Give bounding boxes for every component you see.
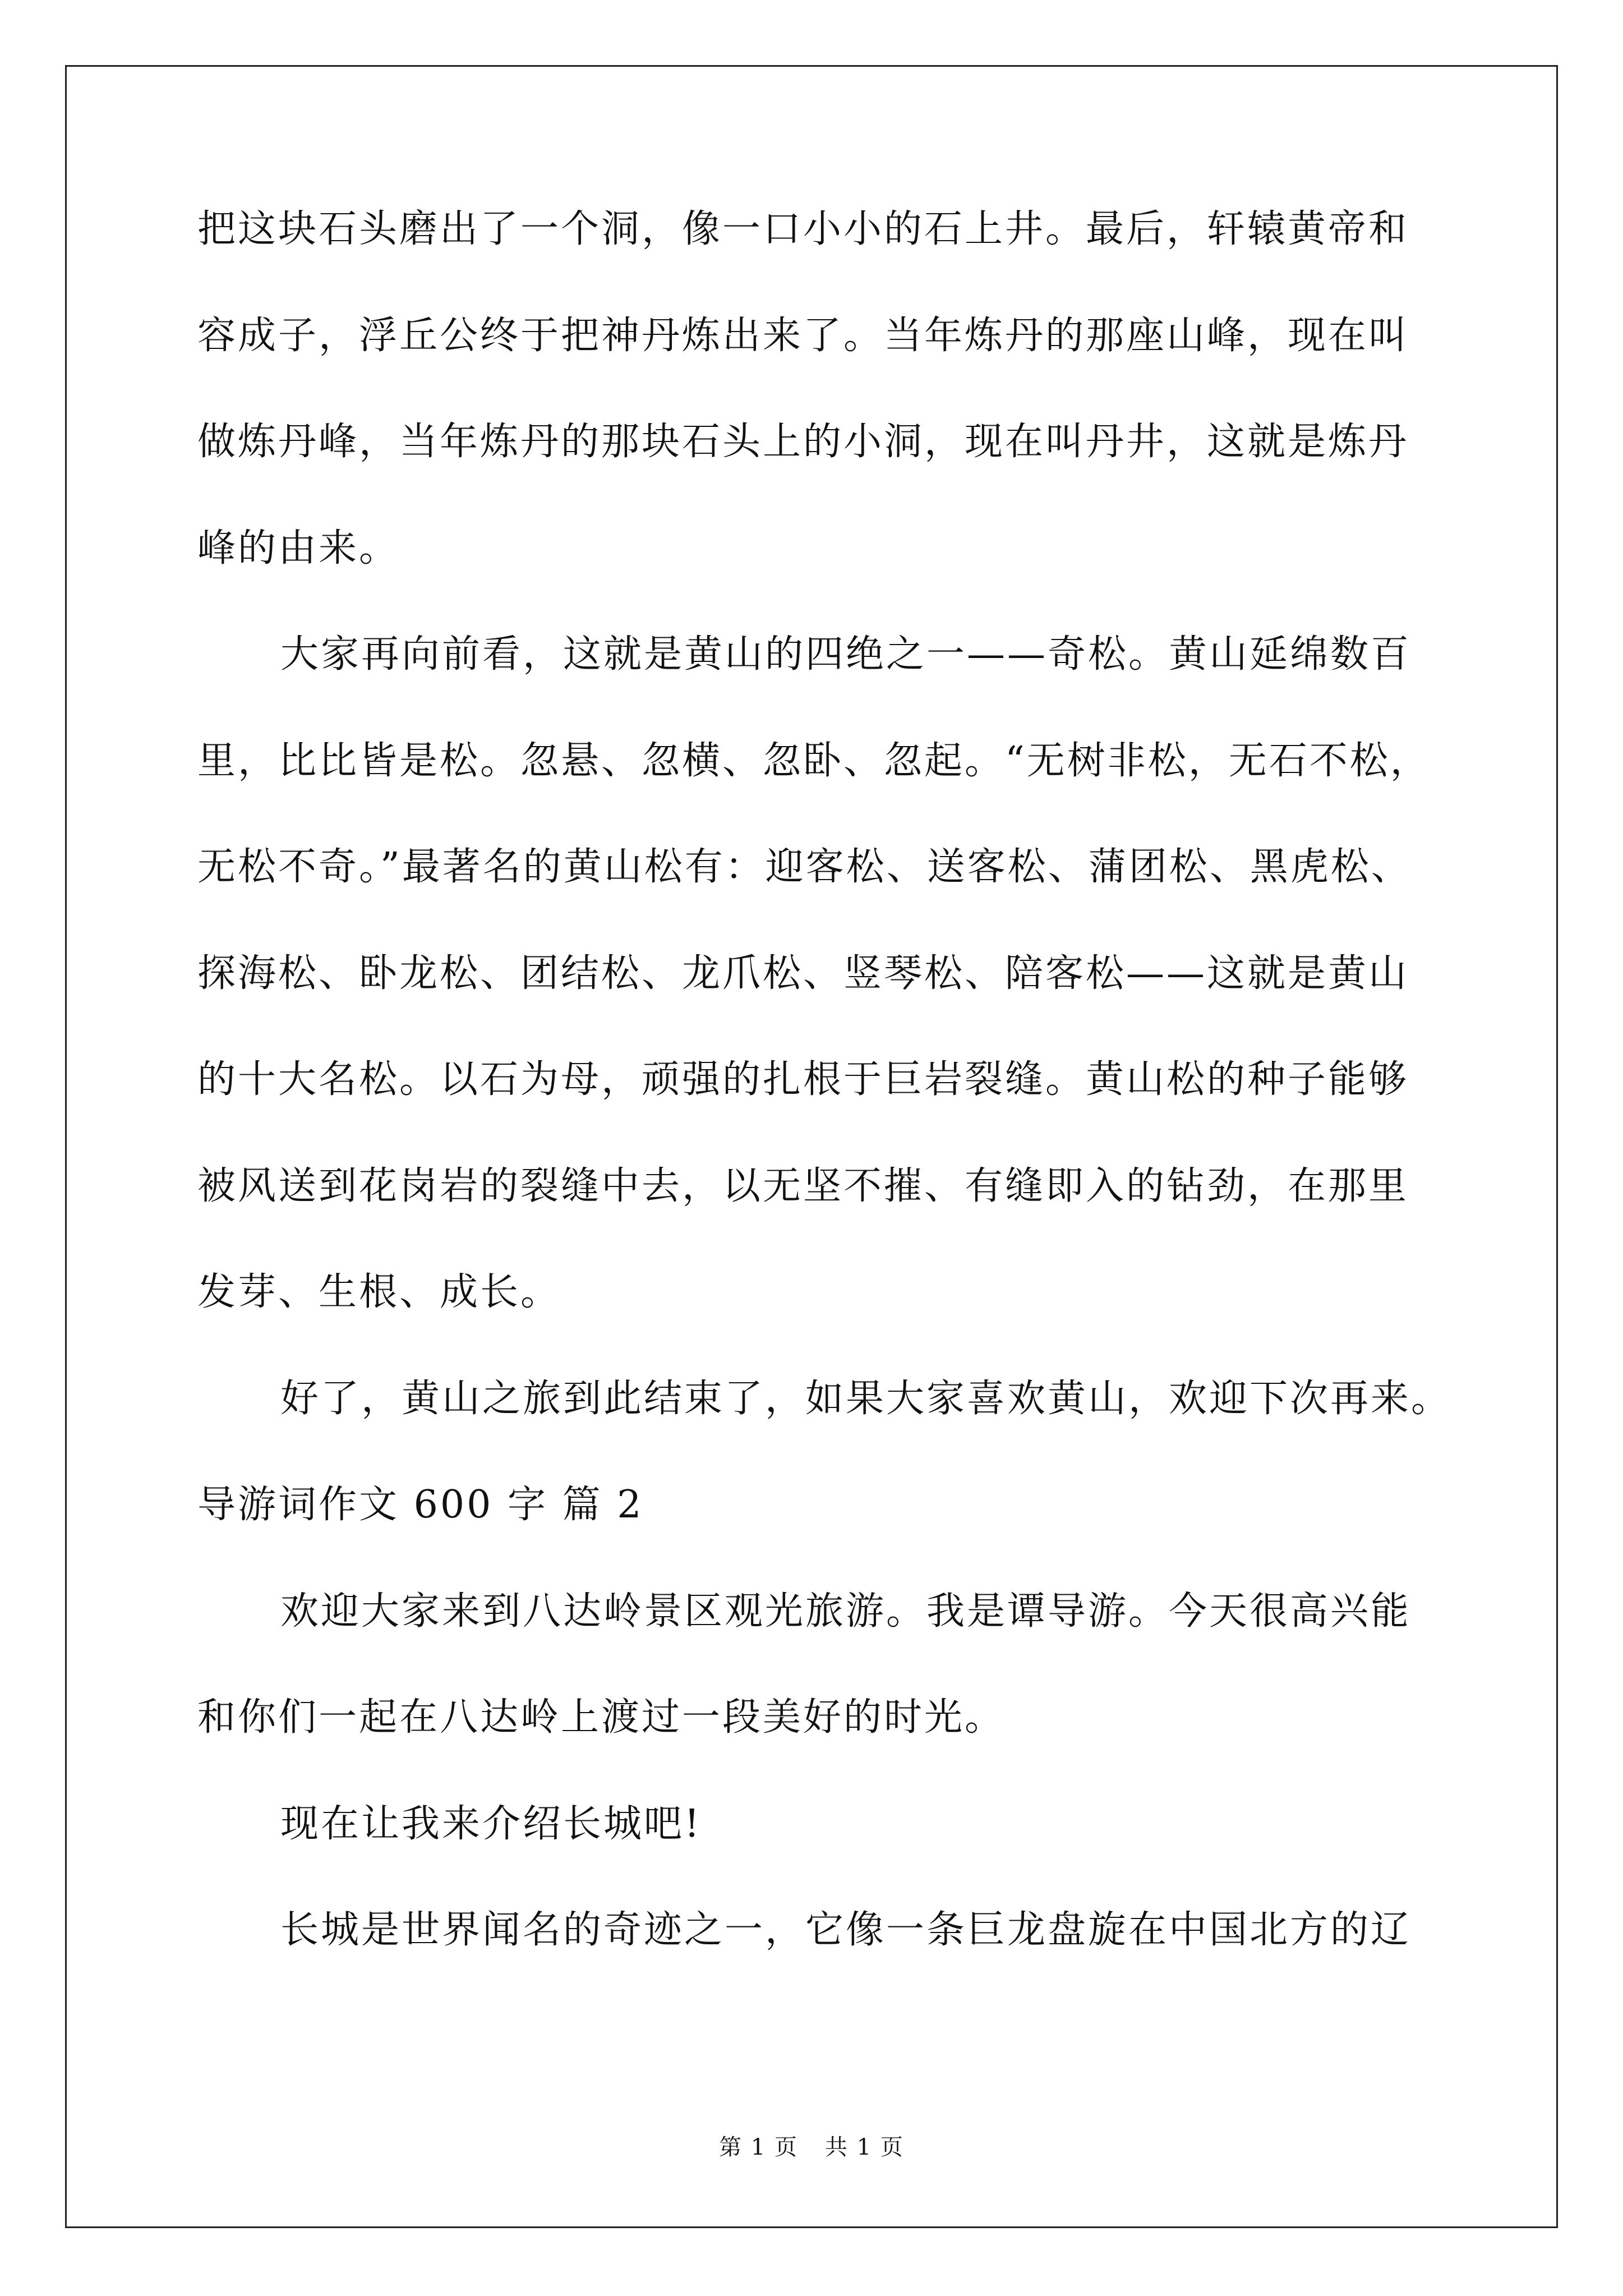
page-number: 第 1 页: [719, 2134, 798, 2160]
text-line: 被风送到花岗岩的裂缝中去，以无坚不摧、有缝即入的钻劲，在那里: [197, 1163, 1409, 1208]
text-line: 和你们一起在八达岭上渡过一段美好的时光。: [197, 1695, 1006, 1740]
text-line: 峰的由来。: [197, 526, 400, 570]
text-line: 现在让我来介绍长城吧!: [280, 1801, 702, 1846]
text-line: 做炼丹峰，当年炼丹的那块石头上的小洞，现在叫丹井，这就是炼丹: [197, 420, 1409, 464]
text-line: 无松不奇。”最著名的黄山松有：迎客松、送客松、蒲团松、黑虎松、: [197, 845, 1412, 889]
document-body: [197, 207, 1452, 2018]
text-line: 探海松、卧龙松、团结松、龙爪松、竖琴松、陪客松——这就是黄山: [197, 951, 1409, 996]
text-line: 长城是世界闻名的奇迹之一，它像一条巨龙盘旋在中国北方的辽: [280, 1908, 1412, 1952]
text-line: 导游词作文 600 字 篇 2: [197, 1483, 644, 1527]
text-line: 的十大名松。以石为母，顽强的扎根于巨岩裂缝。黄山松的种子能够: [197, 1057, 1409, 1102]
text-line: 把这块石头磨出了一个洞，像一口小小的石上井。最后，轩辕黄帝和: [197, 207, 1409, 251]
text-line: 里，比比皆是松。忽悬、忽横、忽卧、忽起。“无树非松，无石不松，: [197, 738, 1431, 783]
text-line: 欢迎大家来到八达岭景区观光旅游。我是谭导游。今天很高兴能: [280, 1589, 1412, 1634]
text-line: 发芽、生根、成长。: [197, 1270, 561, 1314]
page-footer: [0, 2136, 1623, 2159]
text-line: 好了，黄山之旅到此结束了，如果大家喜欢黄山，欢迎下次再来。: [280, 1376, 1452, 1421]
text-line: 大家再向前看，这就是黄山的四绝之一——奇松。黄山延绵数百: [280, 632, 1412, 677]
text-line: 容成子，浮丘公终于把神丹炼出来了。当年炼丹的那座山峰，现在叫: [197, 313, 1409, 358]
page-total: 共 1 页: [825, 2134, 904, 2160]
